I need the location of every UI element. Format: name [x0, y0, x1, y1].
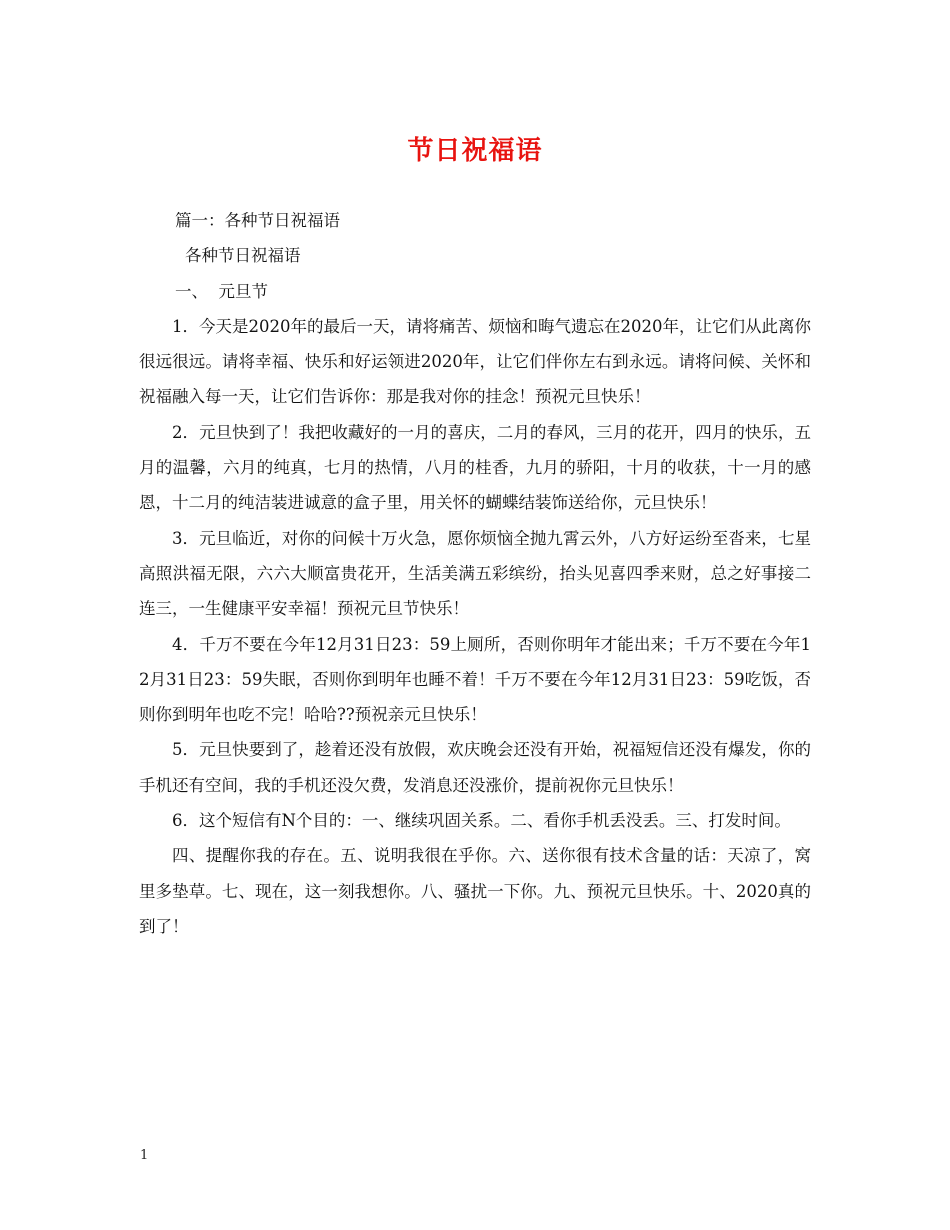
paragraph-1: 1．今天是2020年的最后一天，请将痛苦、烦恼和晦气遗忘在2020年，让它们从此离你很远很远。请将幸福、快乐和好运领进2020年，让它们伴你左右到永远。请将问候、关怀和祝福融入每一天，让它们告诉你：那是我对你的挂念！预祝元旦快乐！: [139, 316, 811, 407]
paragraph-2: 2．元旦快到了！我把收藏好的一月的喜庆，二月的春风，三月的花开，四月的快乐，五月的温馨，六月的纯真，七月的热情，八月的桂香，九月的骄阳，十月的收获，十一月的感恩，十二月的纯洁装进诚意的盒子里，用关怀的蝴蝶结装饰送给你，元旦快乐！: [139, 422, 811, 513]
paragraph-3: 3．元旦临近，对你的问候十万火急，愿你烦恼全抛九霄云外，八方好运纷至沓来，七星高照洪福无限，六六大顺富贵花开，生活美满五彩缤纷，抬头见喜四季来财，总之好事接二连三，一生健康平安幸福！预祝元旦节快乐！: [139, 528, 811, 619]
paragraph-5: 5．元旦快要到了，趁着还没有放假，欢庆晚会还没有开始，祝福短信还没有爆发，你的手机还有空间，我的手机还没欠费，发消息还没涨价，提前祝你元旦快乐！: [139, 740, 811, 795]
paragraph-6: 6．这个短信有N个目的：一、继续巩固关系。二、看你手机丢没丢。三、打发时间。: [172, 811, 791, 831]
subheading: 各种节日祝福语: [185, 246, 301, 266]
document-title: 节日祝福语: [407, 136, 543, 166]
section-heading: 篇一：各种节日祝福语: [175, 211, 340, 230]
category-heading: 一、 元旦节: [175, 281, 268, 301]
page-number: 1: [140, 1148, 149, 1163]
paragraph-7: 四、提醒你我的存在。五、说明我很在乎你。六、送你很有技术含量的话：天凉了，窝里多垫草。七、现在，这一刻我想你。八、骚扰一下你。九、预祝元旦快乐。十、2020真的到了！: [139, 846, 811, 936]
paragraph-4: 4．千万不要在今年12月31日23：59上厕所，否则你明年才能出来；千万不要在今年12月31日23：59失眠，否则你到明年也睡不着！千万不要在今年12月31日23：59吃饭，否则你到明年也吃不完！哈哈??预祝亲元旦快乐！: [139, 634, 811, 725]
document-body: [139, 203, 811, 944]
